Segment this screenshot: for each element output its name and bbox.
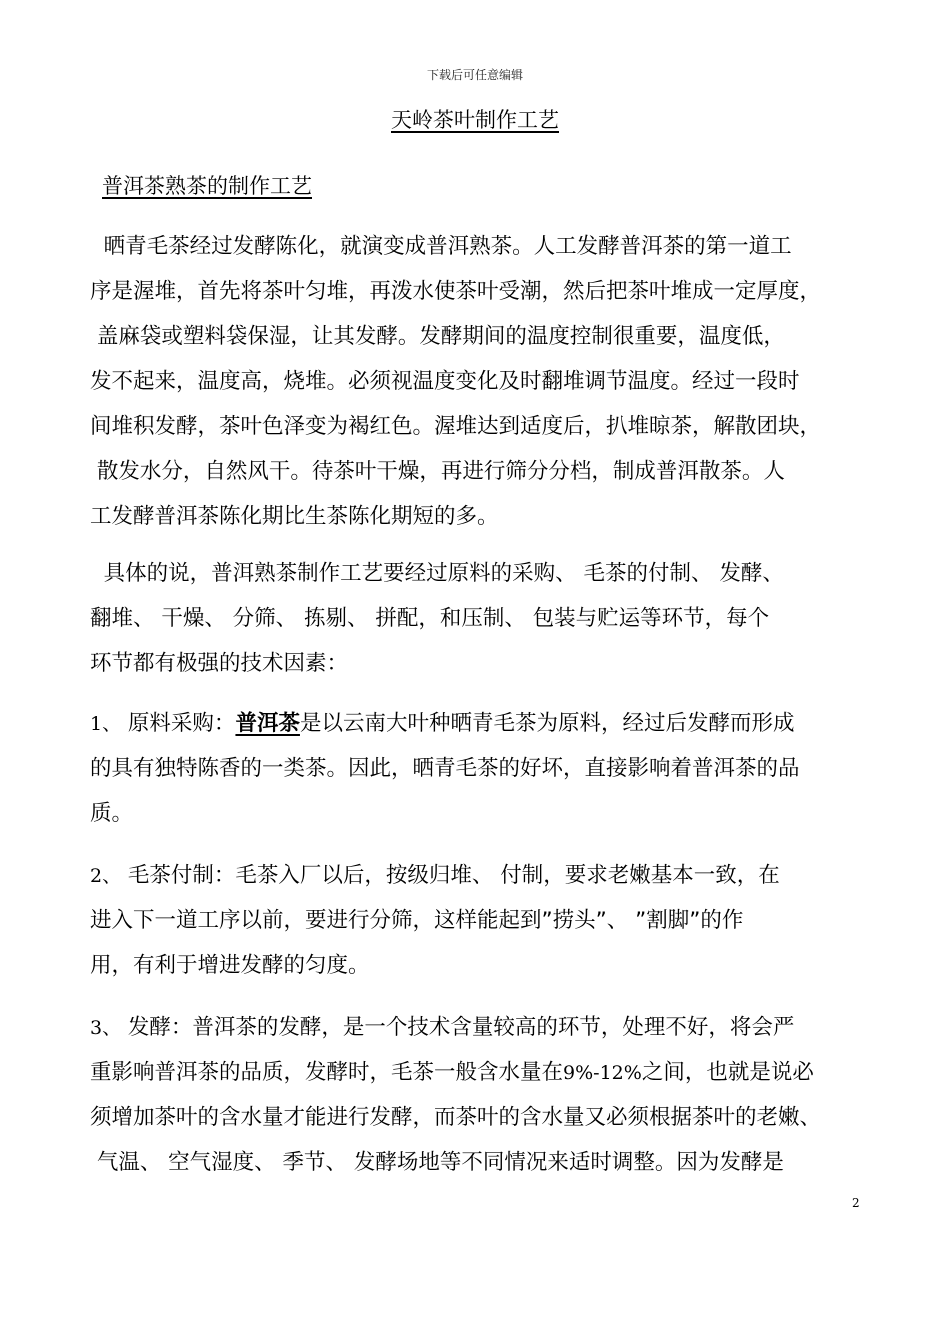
intro-line: 序是渥堆，首先将茶叶匀堆，再泼水使茶叶受潮，然后把茶叶堆成一定厚度， — [90, 279, 822, 304]
header-note: 下载后可任意编辑 — [426, 68, 523, 82]
item-3-line: 须增加茶叶的含水量才能进行发酵，而茶叶的含水量又必须根据茶叶的老嫩、 — [90, 1105, 822, 1130]
item-1-line: 质。 — [90, 801, 134, 826]
item-3-line — [90, 1050, 880, 1095]
intro-line: 晒青毛茶经过发酵陈化，就演变成普洱熟茶。人工发酵普洱茶的第一道工 — [90, 234, 792, 259]
intro-line: 散发水分，自然风干。待茶叶干燥，再进行筛分分档，制成普洱散茶。人 — [90, 459, 785, 484]
intro-line: 工发酵普洱茶陈化期比生茶陈化期短的多。 — [90, 504, 499, 529]
item-2-line: 用，有利于增进发酵的匀度。 — [90, 953, 370, 978]
page-number: 2 — [852, 1196, 860, 1210]
item-text: 发酵：普洱茶的发酵，是一个技术含量较高的环节，处理不好，将会严 — [121, 1015, 795, 1040]
intro-paragraph — [90, 224, 880, 539]
item-2-rough-tea — [90, 853, 880, 988]
puer-tea-link[interactable]: 普洱茶 — [235, 711, 300, 736]
process-line: 具体的说，普洱熟茶制作工艺要经过原料的采购、 毛茶的付制、 发酵、 — [90, 561, 784, 586]
item-number: 3、 — [90, 1017, 122, 1039]
item-label: 原料采购： — [121, 711, 236, 736]
process-paragraph — [90, 551, 880, 686]
item-3-line — [90, 1005, 880, 1050]
intro-line: 间堆积发酵，茶叶色泽变为褐红色。渥堆达到适度后，扒堆晾茶，解散团块， — [90, 414, 822, 439]
document-title: 天岭茶叶制作工艺 — [391, 108, 559, 132]
item-text: 重影响普洱茶的品质，发酵时，毛茶一般含水量在 — [90, 1060, 564, 1085]
item-text: 是以云南大叶种晒青毛茶为原料，经过后发酵而形成 — [299, 711, 795, 736]
intro-line: 盖麻袋或塑料袋保湿，让其发酵。发酵期间的温度控制很重要，温度低， — [90, 324, 785, 349]
moisture-range: 9%-12% — [563, 1062, 642, 1084]
item-text: 毛茶付制：毛茶入厂以后，按级归堆、 付制，要求老嫩基本一致，在 — [121, 863, 780, 888]
intro-line: 发不起来，温度高，烧堆。必须视温度变化及时翻堆调节温度。经过一段时 — [90, 369, 800, 394]
item-number: 2、 — [90, 865, 122, 887]
item-1-raw-material — [90, 701, 880, 836]
process-line: 环节都有极强的技术因素： — [90, 651, 349, 676]
item-2-line: 进入下一道工序以前，要进行分筛，这样能起到”捞头”、 ”割脚”的作 — [90, 908, 744, 933]
item-1-line: 的具有独特陈香的一类茶。因此，晒青毛茶的好坏，直接影响着普洱茶的品 — [90, 756, 800, 781]
item-number: 1、 — [90, 713, 122, 735]
item-1-line — [90, 701, 880, 746]
item-3-line: 气温、 空气湿度、 季节、 发酵场地等不同情况来适时调整。因为发酵是 — [90, 1150, 784, 1175]
process-line: 翻堆、 干燥、 分筛、 拣剔、 拼配，和压制、 包装与贮运等环节，每个 — [90, 606, 770, 631]
section-title: 普洱茶熟茶的制作工艺 — [102, 174, 312, 198]
item-text: 之间，也就是说必 — [641, 1060, 814, 1085]
item-3-fermentation — [90, 1005, 880, 1185]
item-2-line — [90, 853, 880, 898]
